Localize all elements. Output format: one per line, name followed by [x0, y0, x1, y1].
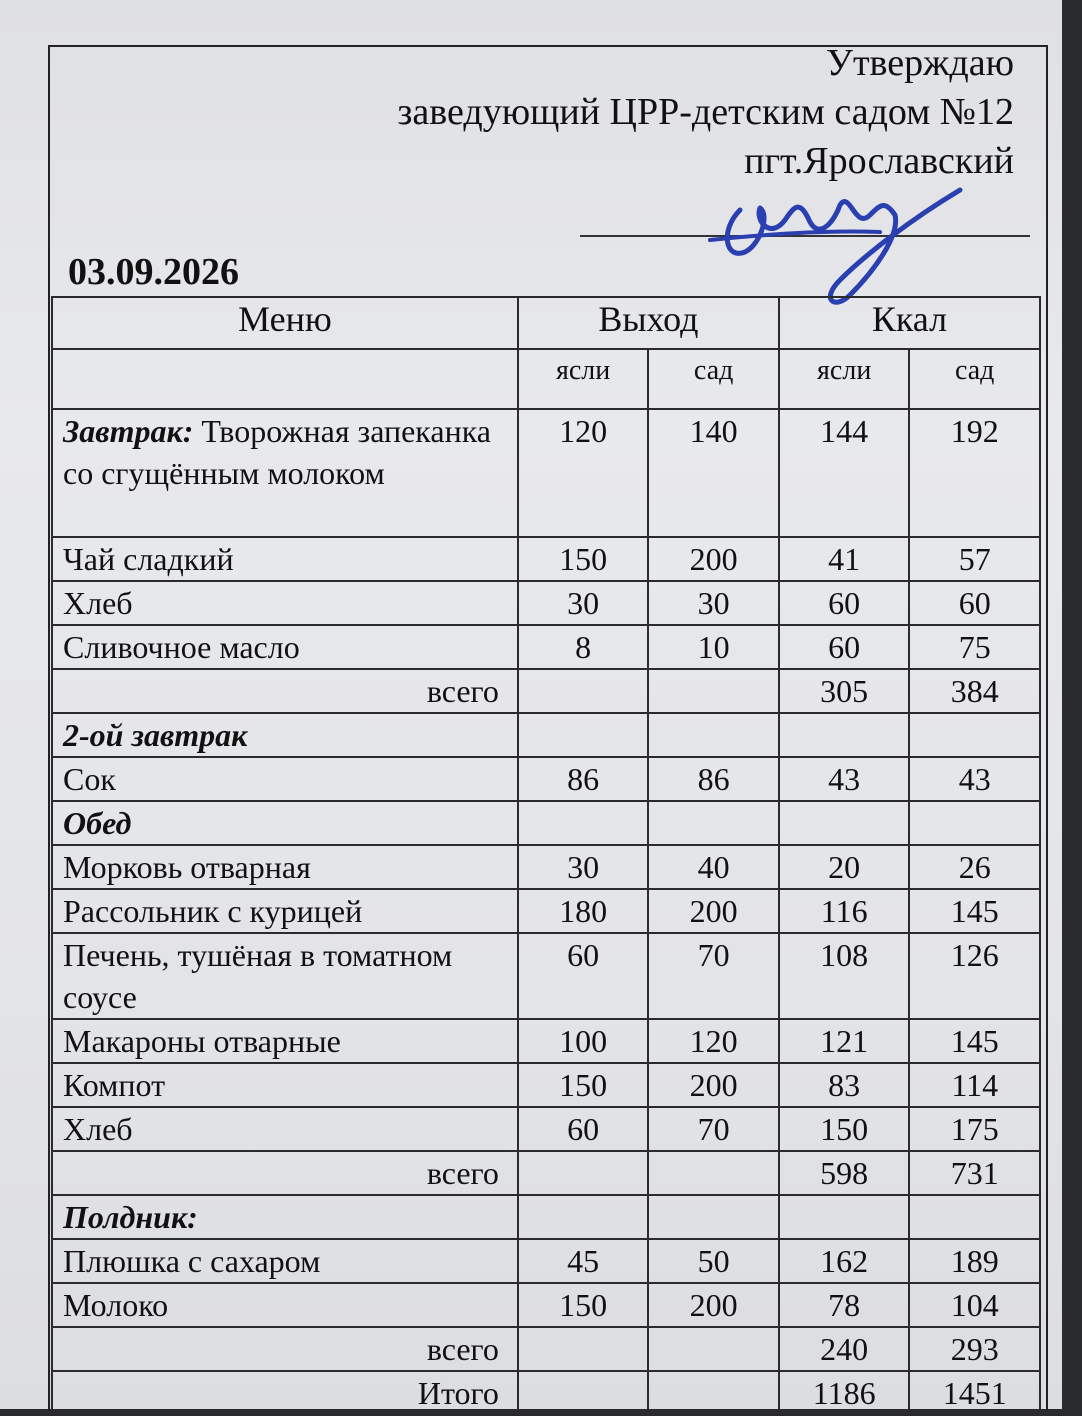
dish-name: Сок [52, 757, 518, 801]
output-garden [648, 1151, 779, 1195]
kcal-garden: 384 [909, 669, 1040, 713]
kcal-garden: 126 [909, 933, 1040, 1019]
output-nursery: 150 [518, 1063, 649, 1107]
dish-name: Сливочное масло [52, 625, 518, 669]
kcal-nursery: 60 [779, 625, 910, 669]
table-row [52, 625, 1040, 669]
kcal-nursery: 598 [779, 1151, 910, 1195]
empty-cell [909, 801, 1040, 845]
output-nursery [518, 1327, 649, 1371]
section-row [52, 713, 1040, 757]
kcal-nursery: 108 [779, 933, 910, 1019]
col-header-menu: Меню [52, 297, 518, 349]
output-garden: 70 [648, 1107, 779, 1151]
kcal-nursery: 83 [779, 1063, 910, 1107]
output-nursery: 86 [518, 757, 649, 801]
output-nursery: 120 [518, 409, 649, 537]
col-header-output: Выход [518, 297, 779, 349]
empty-cell [518, 1195, 649, 1239]
section-label: 2-ой завтрак [52, 713, 518, 757]
output-garden: 200 [648, 889, 779, 933]
output-nursery: 30 [518, 845, 649, 889]
subheader-kcal-garden: сад [909, 349, 1040, 409]
subtotal-row [52, 669, 1040, 713]
table-row [52, 933, 1040, 1019]
output-garden: 30 [648, 581, 779, 625]
approver-title: заведующий ЦРР-детским садом №12 [397, 91, 1014, 133]
table-header-row [52, 297, 1040, 349]
dish-name: Хлеб [52, 581, 518, 625]
approval-heading: Утверждаю [826, 42, 1014, 84]
handwritten-signature [700, 160, 980, 310]
section-label: Полдник: [52, 1195, 518, 1239]
kcal-nursery: 305 [779, 669, 910, 713]
table-row [52, 1063, 1040, 1107]
kcal-garden: 75 [909, 625, 1040, 669]
table-row [52, 757, 1040, 801]
output-nursery [518, 1371, 649, 1415]
subheader-output-garden: сад [648, 349, 779, 409]
kcal-nursery: 1186 [779, 1371, 910, 1415]
output-garden: 40 [648, 845, 779, 889]
subtotal-row [52, 1327, 1040, 1371]
output-garden: 10 [648, 625, 779, 669]
col-header-kcal: Ккал [779, 297, 1040, 349]
dish-name [52, 409, 518, 537]
kcal-nursery: 41 [779, 537, 910, 581]
kcal-nursery: 78 [779, 1283, 910, 1327]
output-nursery: 100 [518, 1019, 649, 1063]
kcal-nursery: 162 [779, 1239, 910, 1283]
kcal-garden: 114 [909, 1063, 1040, 1107]
dish-name: Морковь отварная [52, 845, 518, 889]
subtotal-label: всего [52, 1151, 518, 1195]
output-nursery: 60 [518, 1107, 649, 1151]
output-nursery [518, 1151, 649, 1195]
table-row [52, 537, 1040, 581]
table-row [52, 845, 1040, 889]
kcal-garden: 26 [909, 845, 1040, 889]
output-garden: 86 [648, 757, 779, 801]
menu-table [51, 296, 1041, 1416]
subtotal-label: всего [52, 1327, 518, 1371]
output-garden [648, 1327, 779, 1371]
empty-cell [779, 801, 910, 845]
output-nursery: 45 [518, 1239, 649, 1283]
meal-label: Завтрак: [63, 413, 194, 449]
kcal-garden: 104 [909, 1283, 1040, 1327]
empty-cell [648, 801, 779, 845]
table-row [52, 581, 1040, 625]
empty-cell [648, 713, 779, 757]
approver-location: пгт.Ярославский [744, 140, 1014, 182]
output-garden [648, 669, 779, 713]
dish-name: Макароны отварные [52, 1019, 518, 1063]
kcal-garden: 60 [909, 581, 1040, 625]
grand-total-label: Итого [52, 1371, 518, 1415]
output-garden [648, 1371, 779, 1415]
output-nursery: 180 [518, 889, 649, 933]
table-row [52, 1107, 1040, 1151]
table-subheader-row [52, 349, 1040, 409]
output-garden: 200 [648, 1063, 779, 1107]
subtotal-label: всего [52, 669, 518, 713]
kcal-garden: 145 [909, 889, 1040, 933]
menu-date: 03.09.2026 [68, 251, 239, 293]
kcal-nursery: 240 [779, 1327, 910, 1371]
empty-cell [779, 713, 910, 757]
kcal-nursery: 144 [779, 409, 910, 537]
output-nursery: 30 [518, 581, 649, 625]
kcal-garden: 731 [909, 1151, 1040, 1195]
dish-name: Компот [52, 1063, 518, 1107]
empty-cell [518, 713, 649, 757]
dish-name: Печень, тушёная в томатном соусе [52, 933, 518, 1019]
kcal-garden: 293 [909, 1327, 1040, 1371]
kcal-garden: 192 [909, 409, 1040, 537]
output-garden: 200 [648, 1283, 779, 1327]
dish-name: Чай сладкий [52, 537, 518, 581]
dish-label: Творожная запеканка со сгущённым молоком [63, 413, 491, 491]
table-row [52, 1239, 1040, 1283]
empty-cell [518, 801, 649, 845]
dish-name: Хлеб [52, 1107, 518, 1151]
empty-cell [909, 1195, 1040, 1239]
output-garden: 70 [648, 933, 779, 1019]
table-row [52, 409, 1040, 537]
output-garden: 200 [648, 537, 779, 581]
subheader-kcal-nursery: ясли [779, 349, 910, 409]
output-nursery: 8 [518, 625, 649, 669]
grand-total-row [52, 1371, 1040, 1415]
kcal-garden: 145 [909, 1019, 1040, 1063]
output-nursery [518, 669, 649, 713]
output-nursery: 150 [518, 1283, 649, 1327]
kcal-nursery: 116 [779, 889, 910, 933]
section-label: Обед [52, 801, 518, 845]
kcal-garden: 175 [909, 1107, 1040, 1151]
kcal-nursery: 43 [779, 757, 910, 801]
kcal-nursery: 150 [779, 1107, 910, 1151]
section-row [52, 801, 1040, 845]
kcal-nursery: 121 [779, 1019, 910, 1063]
empty-cell [779, 1195, 910, 1239]
kcal-garden: 43 [909, 757, 1040, 801]
subheader-output-nursery: ясли [518, 349, 649, 409]
table-row [52, 889, 1040, 933]
dish-name: Плюшка с сахаром [52, 1239, 518, 1283]
dish-name: Молоко [52, 1283, 518, 1327]
output-garden: 120 [648, 1019, 779, 1063]
output-nursery: 150 [518, 537, 649, 581]
table-row [52, 1283, 1040, 1327]
subtotal-row [52, 1151, 1040, 1195]
empty-cell [909, 713, 1040, 757]
output-garden: 140 [648, 409, 779, 537]
kcal-nursery: 20 [779, 845, 910, 889]
kcal-garden: 1451 [909, 1371, 1040, 1415]
output-nursery: 60 [518, 933, 649, 1019]
table-row [52, 1019, 1040, 1063]
dish-name: Рассольник с курицей [52, 889, 518, 933]
section-row [52, 1195, 1040, 1239]
kcal-nursery: 60 [779, 581, 910, 625]
subheader-empty [52, 349, 518, 409]
kcal-garden: 189 [909, 1239, 1040, 1283]
output-garden: 50 [648, 1239, 779, 1283]
empty-cell [648, 1195, 779, 1239]
kcal-garden: 57 [909, 537, 1040, 581]
